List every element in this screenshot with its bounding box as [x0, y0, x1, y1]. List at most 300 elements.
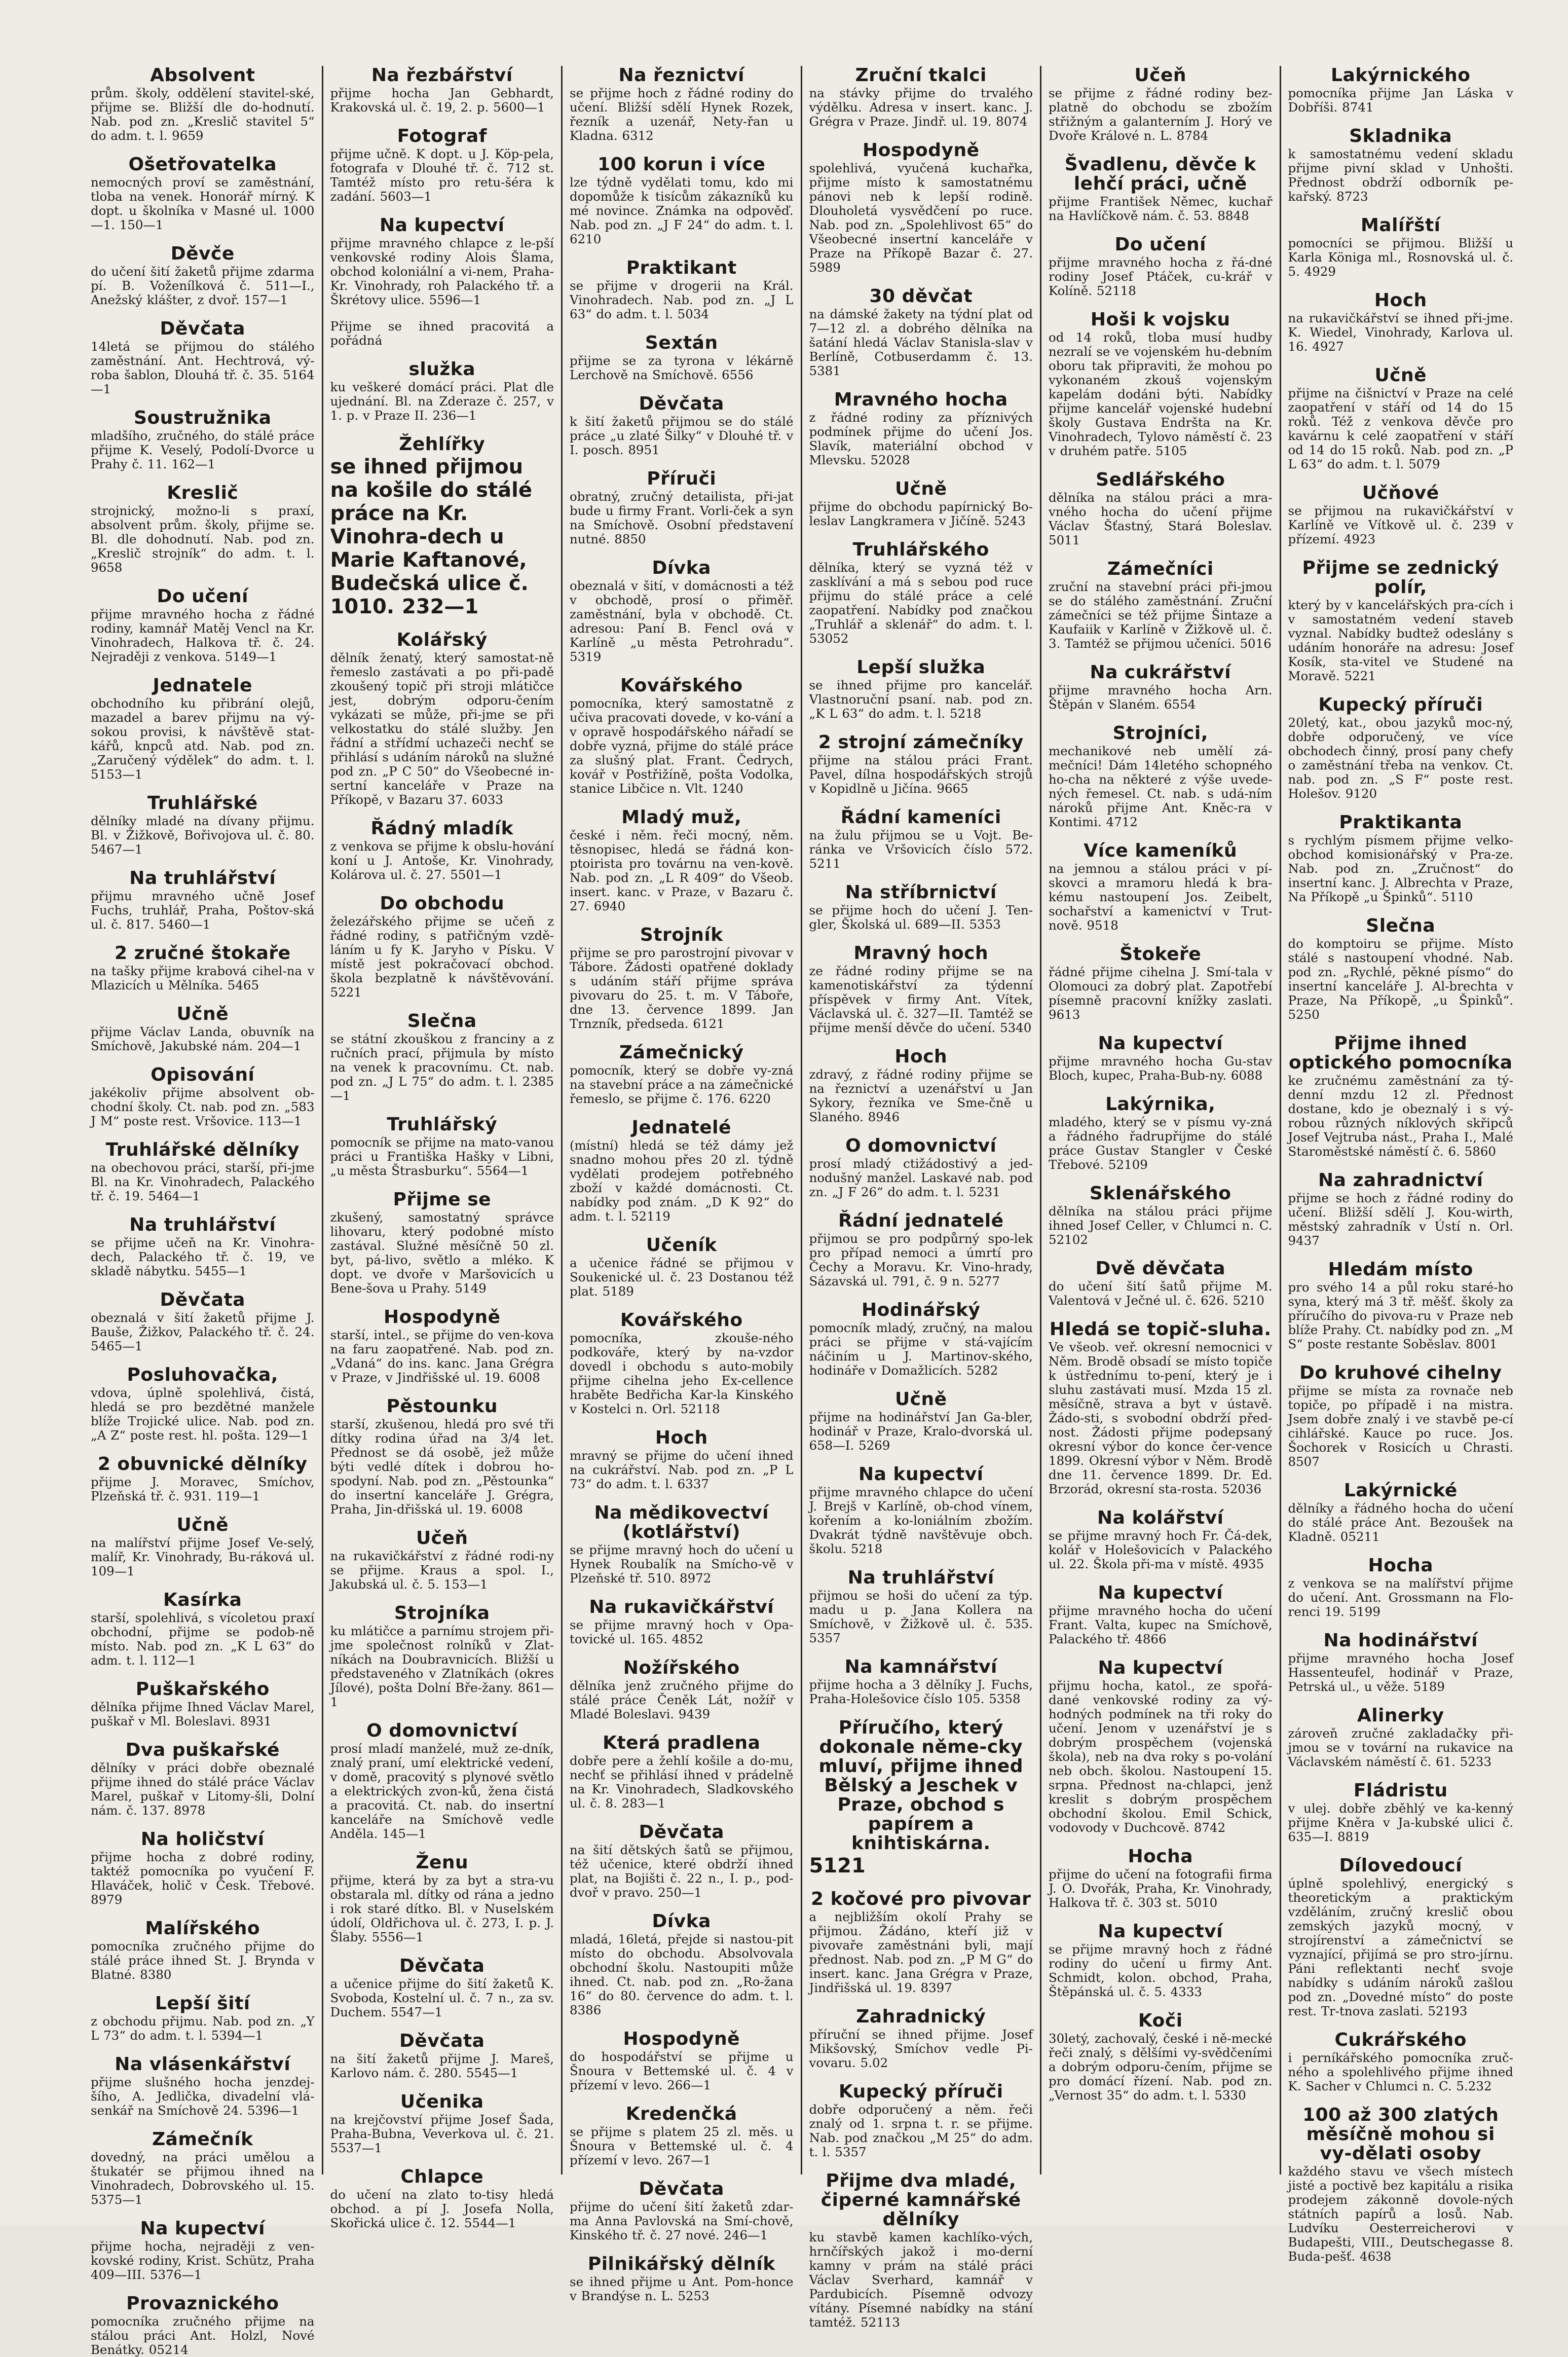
ad-body: se státní zkouškou z franciny a z ručních prací, přijmula by místo na venek k pracovnímu. Ct. nab. pod zn. „J L 75“ do adm. t. l. 2385—1 — [330, 1032, 554, 1103]
ad-body: přijme mravného hocha do učení Frant. Valta, kupec na Smíchově, Palackého tř. 4866 — [1049, 1603, 1273, 1646]
ad-body: starší, intel., se přijme do ven-kova na faru zaopatřené. Nab. pod zn. „Vdaná“ do ins. kanc. Jana Grégra v Praze, v Jindřišské ul. 19. 6008 — [330, 1328, 554, 1385]
ad-heading: Hoch — [655, 1427, 708, 1448]
ad-heading: Žehlířky — [399, 434, 486, 455]
classified-ad — [91, 1065, 315, 1128]
ad-heading: Kredenčká — [625, 2104, 737, 2124]
ad-heading: Děvčata — [399, 1956, 485, 1976]
ad-body: obeznalá v šití, v domácnosti a též v obchodě, prosí o přiměř. zaměstnání, byla v obchodě. Ct. adresou: Paní B. Fencl ová v Karlíně „u města Petrohradu“. 5319 — [570, 578, 794, 664]
ad-heading: Dívka — [652, 1911, 711, 1932]
ad-heading: Učenika — [400, 2091, 484, 2112]
ad-heading: Fotograf — [397, 126, 487, 146]
classified-ad — [330, 819, 554, 882]
ad-heading: Puškařského — [135, 1679, 270, 1700]
ad-heading: Hledá se topič-sluha. — [1049, 1319, 1272, 1340]
ad-body: ze řádné rodiny přijme se na kamenotiskářství za týdenní příspěvek v firmy Ant. Vítek, Václavská ul. č. 327—II. Tamtéž se přijme menší děvče do učení. 5340 — [809, 964, 1033, 1035]
ad-heading: Zámečník — [152, 2129, 253, 2150]
ad-body: mladého, který se v písmu vy-zná a řádného řadrupřijme do stálé práce Gustav Stangler v České Třebové. 52109 — [1049, 1115, 1273, 1172]
ad-body: na dámské žakety na týdní plat od 7—12 zl. a dobrého dělníka na šatání hledá Václav Stanisla-slav v Berlíně, Cotbuserdamm č. 13. 5381 — [809, 307, 1033, 378]
ad-heading: Děvčata — [639, 393, 724, 414]
ad-heading: Sextán — [645, 333, 718, 353]
ad-heading: Učňové — [1362, 483, 1439, 503]
classified-ad — [330, 1012, 554, 1103]
classified-ad — [91, 1680, 315, 1728]
ad-body: vdova, úplně spolehlivá, čistá, hledá se pro bezdětné manžele blíže Trojické ulice. Nab. pod zn. „A Z“ poste rest. hl. pošta. 129—1 — [91, 1385, 315, 1443]
ad-heading: 2 zručné štokaře — [114, 943, 291, 964]
ad-body: starší, zkušenou, hledá pro své tři dítky rodina úřad na 3/4 let. Přednost se dá osobě, jež může býti vedlé dítek i dobrou ho-spodyní. Nab. pod zn. „Pěstounka“ do insertní kanceláře J. Grégra, Praha, Jin-dřišská ul. 19. 6008 — [330, 1417, 554, 1517]
ad-heading: Štokeře — [1119, 944, 1202, 965]
ad-heading: 2 kočové pro pivovar — [811, 1889, 1031, 1909]
ad-body: přijme hocha z dobré rodiny, taktéž pomocníka po vyučení F. Hlaváček, holič v Česk. Třebové. 8979 — [91, 1850, 315, 1907]
ad-body: každého stavu ve všech místech jisté a poctivě bez kapitálu a risika prodejem zákonně dovole-ných státních papírů a losů. Nab. Ludvíku Oesterreicherovi v Budapešti, VIII., Deutschegasse 8. Buda-pešť. 4638 — [1288, 2164, 1513, 2264]
ad-body: mladá, 16letá, přejde si nastou-pit místo do obchodu. Absolvovala obchodní školu. Nastoupiti může ihned. Ct. nab. pod zn. „Ro-žana 16“ do 80. července do adm. t. l. 8386 — [570, 1932, 794, 2017]
ad-heading: Slečna — [1366, 915, 1436, 936]
classified-ad — [91, 1005, 315, 1053]
ad-body: přijme slušného hocha jenzdej-šího, A. Jedlička, divadelní vlá-senkář na Smíchově 24. 5396—1 — [91, 2075, 315, 2118]
ad-heading: Přijme dva mladé, čiperné kamnářské dělníky — [820, 2170, 1021, 2230]
ad-body: do učení šití šatů přijme M. Valentová v Ječné ul. č. 626. 5210 — [1049, 1279, 1273, 1308]
classified-ad — [570, 1659, 794, 1721]
ad-body: přijme do obchodu papírnický Bo-leslav Langkramera v Jičíně. 5243 — [809, 499, 1033, 528]
ad-heading: Zruční tkalci — [855, 65, 987, 86]
ad-heading: Lepší služka — [856, 657, 986, 678]
ad-heading: Řádní jednatelé — [838, 1210, 1004, 1231]
ad-heading: Přijme se — [393, 1189, 492, 1210]
ad-body: i perníkářského pomocníka zruč-ného a spolehlivého přijme ihned K. Sacher v Chlumci n. C. 5.232 — [1288, 2050, 1513, 2093]
classified-ad — [809, 883, 1033, 932]
ad-body: pomocník se přijme na mato-vanou práci u Františka Hašky v Libni, „u města Štrasburku“. 5564—1 — [330, 1135, 554, 1178]
classified-ad — [1288, 216, 1514, 279]
classified-ad — [809, 390, 1033, 467]
ad-body: nemocných proví se zaměstnání, tloba na venek. Honorář mírný. K dopt. u školníka v Masné ul. 1000—1. 150—1 — [91, 175, 315, 232]
classified-ad — [570, 808, 794, 913]
ad-body: dělníky v práci dobře obeznalé přijme ihned do stálé práce Václav Marel, puškař v Litomy-šli, Dolní nám. č. 137. 8978 — [91, 1760, 315, 1818]
ad-body: mechanikové neb umělí zá-mečníci! Dám 14letého schopného ho-cha na některé z výše uvede-ných řemesel. Ct. nab. s udá-ním nároků přijme Ant. Kněc-ra v Kontimi. 4712 — [1049, 744, 1273, 829]
classified-ad — [570, 2180, 794, 2242]
ad-body: prosí mladí manželé, muž ze-dník, znalý praní, umí elektrické vedení, v domě, pracovitý s plynové světlo a elektrických zvon-ků, žena čistá a pracovitá. Ct. nab. do insertní kanceláře na Smíchově vedle Anděla. 145—1 — [330, 1741, 554, 1841]
ad-heading: Do obchodu — [380, 893, 505, 914]
classified-ad — [809, 944, 1033, 1035]
classified-ad — [1288, 916, 1514, 1022]
classified-ad — [330, 2167, 554, 2230]
ad-heading: Strojník — [640, 925, 723, 945]
ad-heading: Dvě děvčata — [1095, 1258, 1226, 1279]
classified-ad — [91, 587, 315, 664]
ad-body: se přijme hoch do učení J. Ten-gler, Školská ul. 689—II. 5353 — [809, 903, 1033, 932]
classified-ad — [570, 2255, 794, 2303]
ad-heading: Koči — [1138, 2010, 1183, 2031]
classified-ad — [809, 1301, 1033, 1378]
ad-body: se přijmou na rukavičkářství v Karlíně ve Vítkově ul. č. 239 v přízemí. 4923 — [1288, 503, 1513, 546]
ad-body: na rukavičkářství se ihned při-jme. K. Wiedel, Vinohrady, Karlova ul. 16. 4927 — [1288, 311, 1513, 354]
ad-body: který by v kancelářských pra-cích i v samostatném vedení staveb vyznal. Nabídky budtež odeslány s udáním honoráře na adresu: Josef Kosík, sta-vitel ve Studené na Moravě. 5221 — [1288, 598, 1513, 683]
classified-ad — [91, 2294, 315, 2357]
ad-body: přijme se místa za rovnače neb topiče, po případě i na mistra. Jsem dobře znalý i ve stavbě pe-cí cihlářské. Kauce po ruce. Jos. Šochorek v Rosicích u Chrasti. 8507 — [1288, 1383, 1513, 1469]
ad-heading: 100 až 300 zlatých měsíčně mohou si vy-dělati osoby — [1302, 2105, 1499, 2164]
ad-heading: Učeň — [416, 1528, 468, 1549]
ad-body: s rychlým písmem přijme velko-obchod komisionářský v Pra-ze. Nab. pod zn. „Zručnost“ do insertní kanc. J. Albrechta v Praze, Na Příkopě „u Špinků“. 5110 — [1288, 833, 1513, 904]
ad-heading: Hoch — [1374, 290, 1427, 311]
ad-body: na malířství přijme Josef Ve-selý, malíř, Kr. Vinohrady, Bu-ráková ul. 109—1 — [91, 1535, 315, 1578]
classified-ad — [1288, 813, 1514, 904]
ad-heading: Na zahradnictví — [1318, 1170, 1483, 1191]
classified-ad — [1288, 1781, 1514, 1844]
ad-heading: Řádný mladík — [370, 818, 514, 839]
ad-heading: Kolářský — [396, 630, 488, 650]
ad-body: přijmou se pro podpůrný spo-lek pro případ nemoci a úmrtí pro Čechy a Moravu. Kr. Vino-hrady, Sázavská ul. 791, č. 9 n. 5277 — [809, 1231, 1033, 1288]
ad-heading: Jednatele — [153, 675, 252, 696]
classified-ad — [1049, 1583, 1273, 1646]
classified-columns — [84, 65, 1520, 2357]
classified-ad — [91, 1291, 315, 1353]
ad-body: přijme se hoch z řádné rodiny do učení. Bližší sdělí J. Kou-wirth, městský zahradník v Ústí n. Orl. 9437 — [1288, 1191, 1513, 1248]
ad-heading: 30 děvčat — [869, 286, 973, 307]
ad-body: na rukavičkářství z řádné rodi-ny se přijme. Kraus a spol. I., Jakubská ul. č. 5. 153—1 — [330, 1549, 554, 1592]
ad-heading: Strojníka — [394, 1603, 490, 1624]
ad-heading: Řádní kameníci — [840, 807, 1001, 828]
ad-body: se přijme v drogerii na Král. Vinohradech. Nab. pod zn. „J L 63“ do adm. t. l. 5034 — [570, 278, 794, 321]
classified-ad — [570, 1043, 794, 1106]
ad-body: ku mlátičce a parnímu strojem při-jme společnost rolníků v Zlat-níkách na Doubravnicích. Bližší u představeného v Zlatníkách (okres Jílové), pošta Dolní Bře-žany. 861—1 — [330, 1624, 554, 1709]
ad-body: příruční se ihned přijme. Josef Mikšovský, Smíchov vedle Pi-vovaru. 5.02 — [809, 2027, 1033, 2070]
ad-heading: Do učení — [1114, 234, 1206, 255]
ad-body: a učenice řádné se přijmou v Soukenické ul. č. 23 Dostanou též plat. 5189 — [570, 1256, 794, 1299]
classified-ad — [330, 216, 554, 307]
ad-heading: Na kamnářství — [844, 1656, 997, 1677]
ad-heading: Děvče — [170, 243, 235, 264]
ad-heading: Zámečnický — [619, 1042, 744, 1063]
ad-heading: Zámečníci — [1107, 559, 1214, 579]
classified-ad — [1288, 1631, 1514, 1694]
ad-body: dělníky mladé na dívany přijmu. Bl. v Žižkově, Bořivojova ul. č. 80. 5467—1 — [91, 814, 315, 857]
classified-ad — [570, 2105, 794, 2167]
ad-body: ku veškeré domácí práci. Plat dle ujednání. Bl. na Zderaze č. 257, v 1. p. v Praze II. 236—1 — [330, 380, 554, 423]
ad-heading: Učně — [176, 1515, 229, 1535]
classified-ad — [1288, 366, 1514, 471]
ad-body: pomocníka, zkouše-ného podkováře, který by na-vzdor dovedl i obchodu s auto-mobily přijme cihelna jeho Ex-cellence hraběte Bedřicha Kar-la Kinského v Kostelci n. Orl. 52118 — [570, 1331, 794, 1416]
ad-heading: Ženu — [416, 1852, 469, 1873]
ad-heading: O domovnictví — [366, 1720, 518, 1741]
ad-body: přijme mravného hocha z řá-dné rodiny Josef Ptáček, cu-krář v Kolíně. 52118 — [1049, 255, 1273, 298]
ad-heading: Hoch — [894, 1046, 948, 1067]
ad-heading: Fládristu — [1353, 1780, 1448, 1801]
ad-body: se přijme hoch z řádné rodiny do učení. Bližší sdělí Hynek Rozek, řezník a uzenář, Nety-řan u Kladna. 6312 — [570, 86, 794, 143]
ad-heading: Sedlářského — [1096, 469, 1225, 490]
classified-ad — [91, 869, 315, 932]
classified-ad — [809, 141, 1033, 275]
classified-ad — [570, 1311, 794, 1416]
ad-heading: Přijme se zednický polír, — [1302, 558, 1499, 598]
classified-ad — [1049, 310, 1273, 458]
ad-heading: Švadlenu, děvče k lehčí práci, učně — [1064, 154, 1256, 194]
ad-heading: Pěstounku — [386, 1396, 498, 1417]
classified-ad — [330, 319, 554, 348]
classified-ad — [91, 1140, 315, 1203]
ad-body: se přijme mravný hoch v Opa-tovické ul. 165. 4852 — [570, 1617, 794, 1646]
ad-body: úplně spolehlivý, energický s theoretickým a praktickým vzděláním, zručný kreslič obou zemských jazyků mocný, v strojírenství a zámečnictví se vyznající, přijímá se pro stro-jírnu. Páni reflektanti nechť svoje nabídky s udáním nároků zašlou pod zn. „Dovedné místo“ do poste rest. Tr-tnova zaslati. 52193 — [1288, 1876, 1513, 2018]
ad-heading: Která pradlena — [603, 1733, 761, 1753]
classified-ad — [809, 1047, 1033, 1124]
ad-body: se ihned přijme pro kancelář. Vlastnoruční psaní. nab. pod zn. „K L 63“ do adm. t. l. 5218 — [809, 678, 1033, 721]
ad-heading: 100 korun i více — [598, 154, 766, 175]
ad-heading: Lepší šití — [155, 1993, 250, 2014]
ad-heading: Hodinářský — [862, 1300, 981, 1320]
ad-body: spolehlivá, vyučená kuchařka, přijme místo k samostatnému pánovi neb k lepší rodině. Dlouholetá vysvědčení po ruce. Nab. pod zn. „Spolehlivost 65“ do Všeobecné insertní kanceláře v Praze na Příkopě Bazar č. 27. 5989 — [809, 161, 1033, 275]
classified-ad — [1288, 1034, 1514, 1159]
classified-ad — [91, 1216, 315, 1278]
ad-heading: Na kupectví — [379, 215, 505, 236]
classified-ad — [809, 2007, 1033, 2070]
ad-body: přijme hocha a 3 dělníky J. Fuchs, Praha-Holešovice číslo 105. 5358 — [809, 1677, 1033, 1706]
ad-body: na žulu přijmou se u Vojt. Be-ránka ve Vršovicích číslo 572. 5211 — [809, 828, 1033, 871]
ad-heading: Přijme ihned optického pomocníka — [1289, 1033, 1513, 1073]
ad-body: starší, spolehlivá, s vícoletou praxí obchodní, přijme se podob-ně místo. Nab. pod zn. „K L 63“ do adm. t. l. 112—1 — [91, 1610, 315, 1668]
ad-heading: Nožířského — [623, 1658, 740, 1678]
classified-ad — [570, 2030, 794, 2092]
ad-heading: Na řezbářství — [371, 65, 513, 86]
ad-heading: Dívka — [652, 558, 711, 578]
ad-body: z venkova se na malířství přijme do učení. Ant. Grossmann na Flo-renci 19. 5199 — [1288, 1576, 1513, 1619]
ad-body: z venkova se přijme k obslu-hování koní u J. Antoše, Kr. Vinohrady, Kolárova ul. č. 27. 5501—1 — [330, 839, 554, 882]
classified-ad — [91, 2130, 315, 2207]
ad-heading: Slečna — [407, 1011, 477, 1032]
classified-ad — [809, 1890, 1033, 1995]
ad-heading: Praktikanta — [1339, 812, 1463, 833]
column-5 — [1041, 66, 1281, 2175]
ad-body: do učení šití žaketů přijme zdarma pí. B. Voženílková č. 511—I., Anežský klášter, z dvoř. 157—1 — [91, 264, 315, 307]
ad-body: dělníka, který se vyzná též v zasklívání a má s sebou pod ruce přijmu do stálé práce a celé zaopatření. Nabídky pod značkou „Truhlář a sklenář“ do adm. t. l. 53052 — [809, 560, 1033, 646]
ad-body: přijme Václav Landa, obuvník na Smíchově, Jakubské nám. 204—1 — [91, 1024, 315, 1053]
ad-body: pomocník, který se dobře vy-zná na stavební práce a na zámečnické řemeslo, se přijme č. 176. 6220 — [570, 1063, 794, 1106]
ad-body: dělníka na stálou práci přijme ihned Josef Celler, v Chlumci n. C. 52102 — [1049, 1204, 1273, 1247]
classified-ad — [809, 2082, 1033, 2159]
ad-heading: Na hodinářství — [1323, 1630, 1478, 1651]
ad-heading: Kreslič — [167, 483, 239, 503]
classified-ad — [91, 1741, 315, 1818]
ad-heading: Soustružnika — [134, 408, 272, 428]
ad-heading: Příručího, který dokonale něme-cky mluví, přijme ihned Bělský a Jeschek v Praze, obchod s papírem a knihtiskárna. — [818, 1717, 1023, 1854]
ad-body: se přijme mravný hoch z řádné rodiny do učení u firmy Ant. Schmidt, kolon. obchod, Praha, Štěpánská ul. č. 5. 4333 — [1049, 1942, 1273, 1999]
ad-heading: Hospodyně — [383, 1307, 501, 1328]
classified-ad — [91, 1516, 315, 1578]
column-2 — [323, 65, 563, 2230]
ad-body: 20letý, kat., obou jazyků moc-ný, dobře odporučený, ve více obchodech činný, prosí pany chefy o zaměstnání třeba na venkov. Ct. nab. pod zn. „S F“ poste rest. Holešov. 9120 — [1288, 715, 1513, 801]
classified-ad — [570, 394, 794, 457]
ad-heading: Hledám místo — [1328, 1259, 1473, 1280]
classified-ad — [1049, 1184, 1273, 1247]
classified-ad — [1049, 1259, 1273, 1308]
ad-body: (místní) hledá se též dámy jež snadno mohou přes 20 zl. týdně vydělati prodejem potřebného zboží v každé domácnosti. Ct. nabídky pod znám. „D K 92“ do adm. t. l. 52119 — [570, 1138, 794, 1224]
ad-heading: Hospodyně — [862, 140, 980, 161]
ad-body: v ulej. dobře zběhlý ve ka-kenný přijme Kněra v Ja-kubské ulici č. 635—I. 8819 — [1288, 1801, 1513, 1844]
classified-ad — [1049, 1508, 1273, 1571]
ad-heading: Lakýrnické — [1343, 1480, 1458, 1501]
classified-ad — [570, 1823, 794, 1900]
classified-ad — [570, 1428, 794, 1491]
classified-ad — [809, 2171, 1033, 2330]
classified-ad — [1288, 695, 1514, 801]
ad-body: přijme se za tyrona v lékárně Lerchově na Smíchově. 6556 — [570, 353, 794, 382]
classified-ad — [570, 259, 794, 321]
column-4 — [802, 65, 1042, 2330]
classified-ad — [809, 540, 1033, 646]
classified-ad — [91, 409, 315, 471]
classified-ad — [1049, 1034, 1273, 1083]
ad-body: přijme hocha Jan Gebhardt, Krakovská ul. č. 19, 2. p. 5600—1 — [330, 86, 554, 115]
ad-body: na krejčovství přijme Josef Šada, Praha-Bubna, Veverkova ul. č. 21. 5537—1 — [330, 2112, 554, 2155]
ad-heading: Alinerky — [1357, 1705, 1444, 1726]
ad-heading: Absolvent — [150, 65, 255, 86]
classified-ad — [809, 1658, 1033, 1706]
ad-body: obeznalá v šití žaketů přijme J. Bauše, Žižkov, Palackého tř. č. 24. 5465—1 — [91, 1310, 315, 1353]
classified-ad — [1288, 1481, 1514, 1544]
ad-heading: Učeník — [646, 1235, 717, 1256]
ad-body: dobře pere a žehlí košile a do-mu, nechť se přihlásí ihned v prádelně na Kr. Vinohradech, Sladkovského ul. č. 8. 283—1 — [570, 1753, 794, 1811]
classified-ad — [91, 1591, 315, 1668]
classified-ad — [330, 360, 554, 423]
ad-heading: Kupecký příruči — [1318, 694, 1483, 715]
ad-body: mladšího, zručného, do stálé práce přijme K. Veselý, Podolí-Dvorce u Prahy č. 11. 162—1 — [91, 428, 315, 471]
classified-ad — [330, 1957, 554, 2019]
ad-heading: Děvčata — [399, 2031, 485, 2051]
ad-heading: Děvčata — [639, 1822, 724, 1843]
ad-body: přijme mravného chlapce z le-pší venkovské rodiny Alois Šlama, obchod koloniální a vi-nem, Praha-Kr. Vinohrady, roh Palackého tř. a Škrétovy ulice. 5596—1 — [330, 236, 554, 307]
ad-body: a nejbližším okolí Prahy se přijmou. Žádáno, kteří již v pivovaře zaměstnáni byli, mají přednost. Nab. pod zn. „P M G“ do insert. kanc. Jana Grégra v Praze, Jindřišská ul. 19. 8397 — [809, 1909, 1033, 1995]
ad-body: přijme mravného hocha Arn. Štěpán v Slaném. 6554 — [1049, 683, 1273, 712]
classified-ad — [91, 155, 315, 232]
ad-body: lze týdně vydělati tomu, kdo mi dopomůže k tisícům zákazníků ku mé novince. Známka na odpověď. Nab. pod zn. „J F 24“ do adm. t. l. 6210 — [570, 175, 794, 246]
ad-heading: Příruči — [647, 468, 717, 489]
classified-ad — [809, 658, 1033, 721]
ad-heading: Strojníci, — [1112, 723, 1208, 744]
classified-ad — [1288, 1856, 1514, 2018]
ad-body: dovedný, na práci umělou a štukatér se přijmou ihned na Vinohradech, Dobrovského ul. 15. 5375—1 — [91, 2150, 315, 2207]
ad-heading: Děvčata — [160, 1290, 245, 1310]
ad-heading: Na mědikovectví (kotlářství) — [594, 1502, 769, 1542]
classified-ad — [1049, 724, 1273, 829]
ad-body: ke zručnému zaměstnání za tý-denní mzdu 12 zl. Přednost dostane, kdo je obeznalý i s vý-robou různých níklových skřipců Josef Vejtruba nást., Praha I., Malé Staroměstské náměstí č. 6. 5860 — [1288, 1073, 1513, 1159]
ad-body: zruční na stavební práci při-jmou se do stálého zaměstnání. Zruční zámečníci se též přijme Šintaze a Kaufaiik v Karlíně v Žižkově ul. č. 3. Tamtéž se přijmou učeníci. 5016 — [1049, 579, 1273, 651]
ad-heading: Na holičství — [140, 1829, 265, 1850]
ad-heading: Na kupectví — [1098, 1582, 1223, 1603]
classified-ad — [1049, 470, 1273, 547]
classified-ad — [570, 1118, 794, 1224]
classified-ad — [91, 1366, 315, 1443]
classified-ad — [1288, 1706, 1514, 1769]
ad-heading: Na rukavičkářství — [589, 1597, 774, 1617]
ad-body: přijmu mravného učně Josef Fuchs, truhlář, Praha, Poštov-ská ul. č. 817. 5460—1 — [91, 889, 315, 932]
ad-heading: Učně — [176, 1004, 229, 1024]
classified-ad — [91, 1919, 315, 1982]
ad-body: prosí mladý ctižádostivý a jed-nodušný manžel. Laskavé nab. pod zn. „J F 26“ do adm. t. l. 5231 — [809, 1156, 1033, 1199]
ad-heading: Kasírka — [163, 1590, 242, 1610]
ad-body: dobře odporučený a něm. řeči znalý od 1. srpna t. r. se přijme. Nab. pod značkou „M 25“ do adm. t. l. 5357 — [809, 2102, 1033, 2159]
classified-ad — [91, 1994, 315, 2043]
ad-body: přijme František Němec, kuchař na Havlíčkově nám. č. 53. 8848 — [1049, 194, 1273, 223]
classified-ad — [570, 155, 794, 246]
ad-heading: Lakýrnika, — [1105, 1094, 1216, 1115]
ad-heading: Posluhovačka, — [127, 1365, 278, 1385]
classified-ad — [1049, 235, 1273, 298]
ad-body: na stávky přijme do trvalého výdělku. Adresa v insert. kanc. J. Grégra v Praze. Jindř. ul. 19. 8074 — [809, 86, 1033, 129]
classified-ad — [570, 559, 794, 664]
ad-heading: Zahradnický — [856, 2006, 986, 2027]
ad-heading: Mravného hocha — [834, 389, 1008, 410]
ad-heading: Opisování — [151, 1064, 255, 1085]
ad-heading: Hocha — [1128, 1846, 1193, 1867]
classified-ad — [1049, 1847, 1273, 1910]
classified-ad — [91, 676, 315, 782]
ad-heading: Děvčata — [160, 318, 245, 339]
column-6 — [1281, 65, 1521, 2264]
ad-heading: Mravný hoch — [853, 943, 989, 964]
ad-body: strojnický, možno-li s praxí, absolvent prům. školy, přijme se. Bl. dle dohodnutí. Nab. pod zn. „Kreslič strojník“ do adm. t. l. 9658 — [91, 503, 315, 575]
classified-ad — [809, 1718, 1033, 1877]
ad-body: přijme na hodinářství Jan Ga-bler, hodinář v Praze, Kralo-dvorská ul. 658—I. 5269 — [809, 1410, 1033, 1453]
ad-body: obratný, zručný detailista, při-jat bude u firmy Frant. Vorli-ček a syn na Smíchově. Osobní představení nutné. 8850 — [570, 489, 794, 546]
ad-heading: Malířští — [1360, 215, 1441, 236]
ad-heading: Truhlářského — [852, 539, 989, 560]
ad-body: přijme mravného chlapce do učení J. Brejš v Karlíně, ob-chod vínem, kořením a ko-loniálním zbožím. Dvakrát týdně navštěvuje obch. školu. 5218 — [809, 1485, 1033, 1556]
classified-ad — [1049, 1320, 1273, 1496]
ad-body: přijmou se hoši do učení za týp. madu u p. Jana Kollera na Smíchově, v Žižkově ul. č. 535. 5357 — [809, 1588, 1033, 1645]
column-3 — [563, 65, 802, 2303]
ad-heading: Na kupectví — [1098, 1033, 1223, 1054]
ad-body: 5121 — [809, 1854, 866, 1877]
classified-ad — [330, 435, 554, 618]
ad-heading: O domovnictví — [845, 1135, 997, 1156]
ad-heading: Chlapce — [400, 2166, 484, 2187]
classified-ad — [1049, 945, 1273, 1022]
classified-ad — [91, 2219, 315, 2282]
ad-body: zároveň zručné zakladačky při-jmou se v tovární na rukavice na Václavském náměstí č. 61. 5233 — [1288, 1726, 1513, 1769]
ad-body: se ihned přijme u Ant. Pom-honce v Brandýse n. L. 5253 — [570, 2274, 794, 2303]
classified-ad — [91, 2055, 315, 2118]
classified-ad — [1049, 1922, 1273, 1999]
ad-body: k šití žaketů přijmou se do stálé práce „u zlaté Šilky“ v Dlouhé tř. v I. posch. 8951 — [570, 414, 794, 457]
ad-body: přijme do učení šití žaketů zdar-ma Anna Pavlovská na Smí-chově, Kinského tř. č. 27 nové. 246—1 — [570, 2199, 794, 2242]
ad-body: do komptoiru se přijme. Místo stálé s nastoupení vhodné. Nab. pod zn. „Rychlé, pěkné písmo“ do insertní kanceláře J. Al-brechta v Praze, Na Příkopě, „u Špinků“. 5250 — [1288, 936, 1513, 1022]
classified-ad — [1288, 484, 1514, 546]
ad-heading: Truhlářský — [387, 1114, 498, 1135]
classified-ad — [809, 66, 1033, 129]
ad-body: a učenice přijme do šití žaketů K. Svoboda, Kostelní ul. č. 7 n., za sv. Duchem. 5547—1 — [330, 1976, 554, 2019]
classified-ad — [570, 926, 794, 1031]
classified-ad — [809, 287, 1033, 378]
column-1 — [84, 65, 323, 2357]
ad-body: na šití dětských šatů se přijmou, též učenice, které obdrží ihned plat, na Bojišti č. 22 n., I. p., pod-dvoř v pravo. 250—1 — [570, 1843, 794, 1900]
ad-heading: Do kruhové cihelny — [1299, 1362, 1502, 1383]
ad-body: přijme mravného hocha Gu-stav Bloch, kupec, Praha-Bub-ny. 6088 — [1049, 1054, 1273, 1083]
classified-ad — [1049, 1095, 1273, 1172]
ad-heading: Praktikant — [626, 257, 737, 278]
classified-ad — [809, 480, 1033, 528]
classified-ad — [91, 944, 315, 992]
ad-body: jakékoliv přijme absolvent ob-chodní školy. Ct. nab. pod zn. „583 J M“ poste rest. Vršovice. 113—1 — [91, 1085, 315, 1128]
classified-ad — [91, 1830, 315, 1907]
classified-ad — [809, 1465, 1033, 1556]
classified-ad — [330, 1604, 554, 1709]
ad-heading: Učně — [894, 478, 947, 499]
classified-ad — [1288, 1364, 1514, 1469]
ad-body: české i něm. řeči mocný, něm. těsnopisec, hledá se řádná kon-ptoirista pro továrnu na ven-kově. Nab. pod zn. „L R 409“ do Všeob. insert. kanc. v Praze, v Bazaru č. 27. 6940 — [570, 828, 794, 913]
ad-body: se přijme s platem 25 zl. měs. u Šnoura v Bettemské ul. č. 4 přízemí v levo. 267—1 — [570, 2124, 794, 2167]
ad-heading: Jednatelé — [631, 1117, 731, 1138]
ad-body: z řádné rodiny za příznivých podmínek přijme do učení Jos. Slavík, materiální obchod v Mlevsku. 52028 — [809, 410, 1033, 467]
classified-ad — [330, 2032, 554, 2080]
ad-body: se přijme mravný hoch do učení u Hynek Roubalík na Smícho-vě v Plzeňské tř. 510. 8972 — [570, 1542, 794, 1586]
classified-ad — [809, 1211, 1033, 1288]
ad-body: se přijme učeň na Kr. Vinohra-dech, Palackého tř. č. 19, ve skladě nábytku. 5455—1 — [91, 1235, 315, 1278]
